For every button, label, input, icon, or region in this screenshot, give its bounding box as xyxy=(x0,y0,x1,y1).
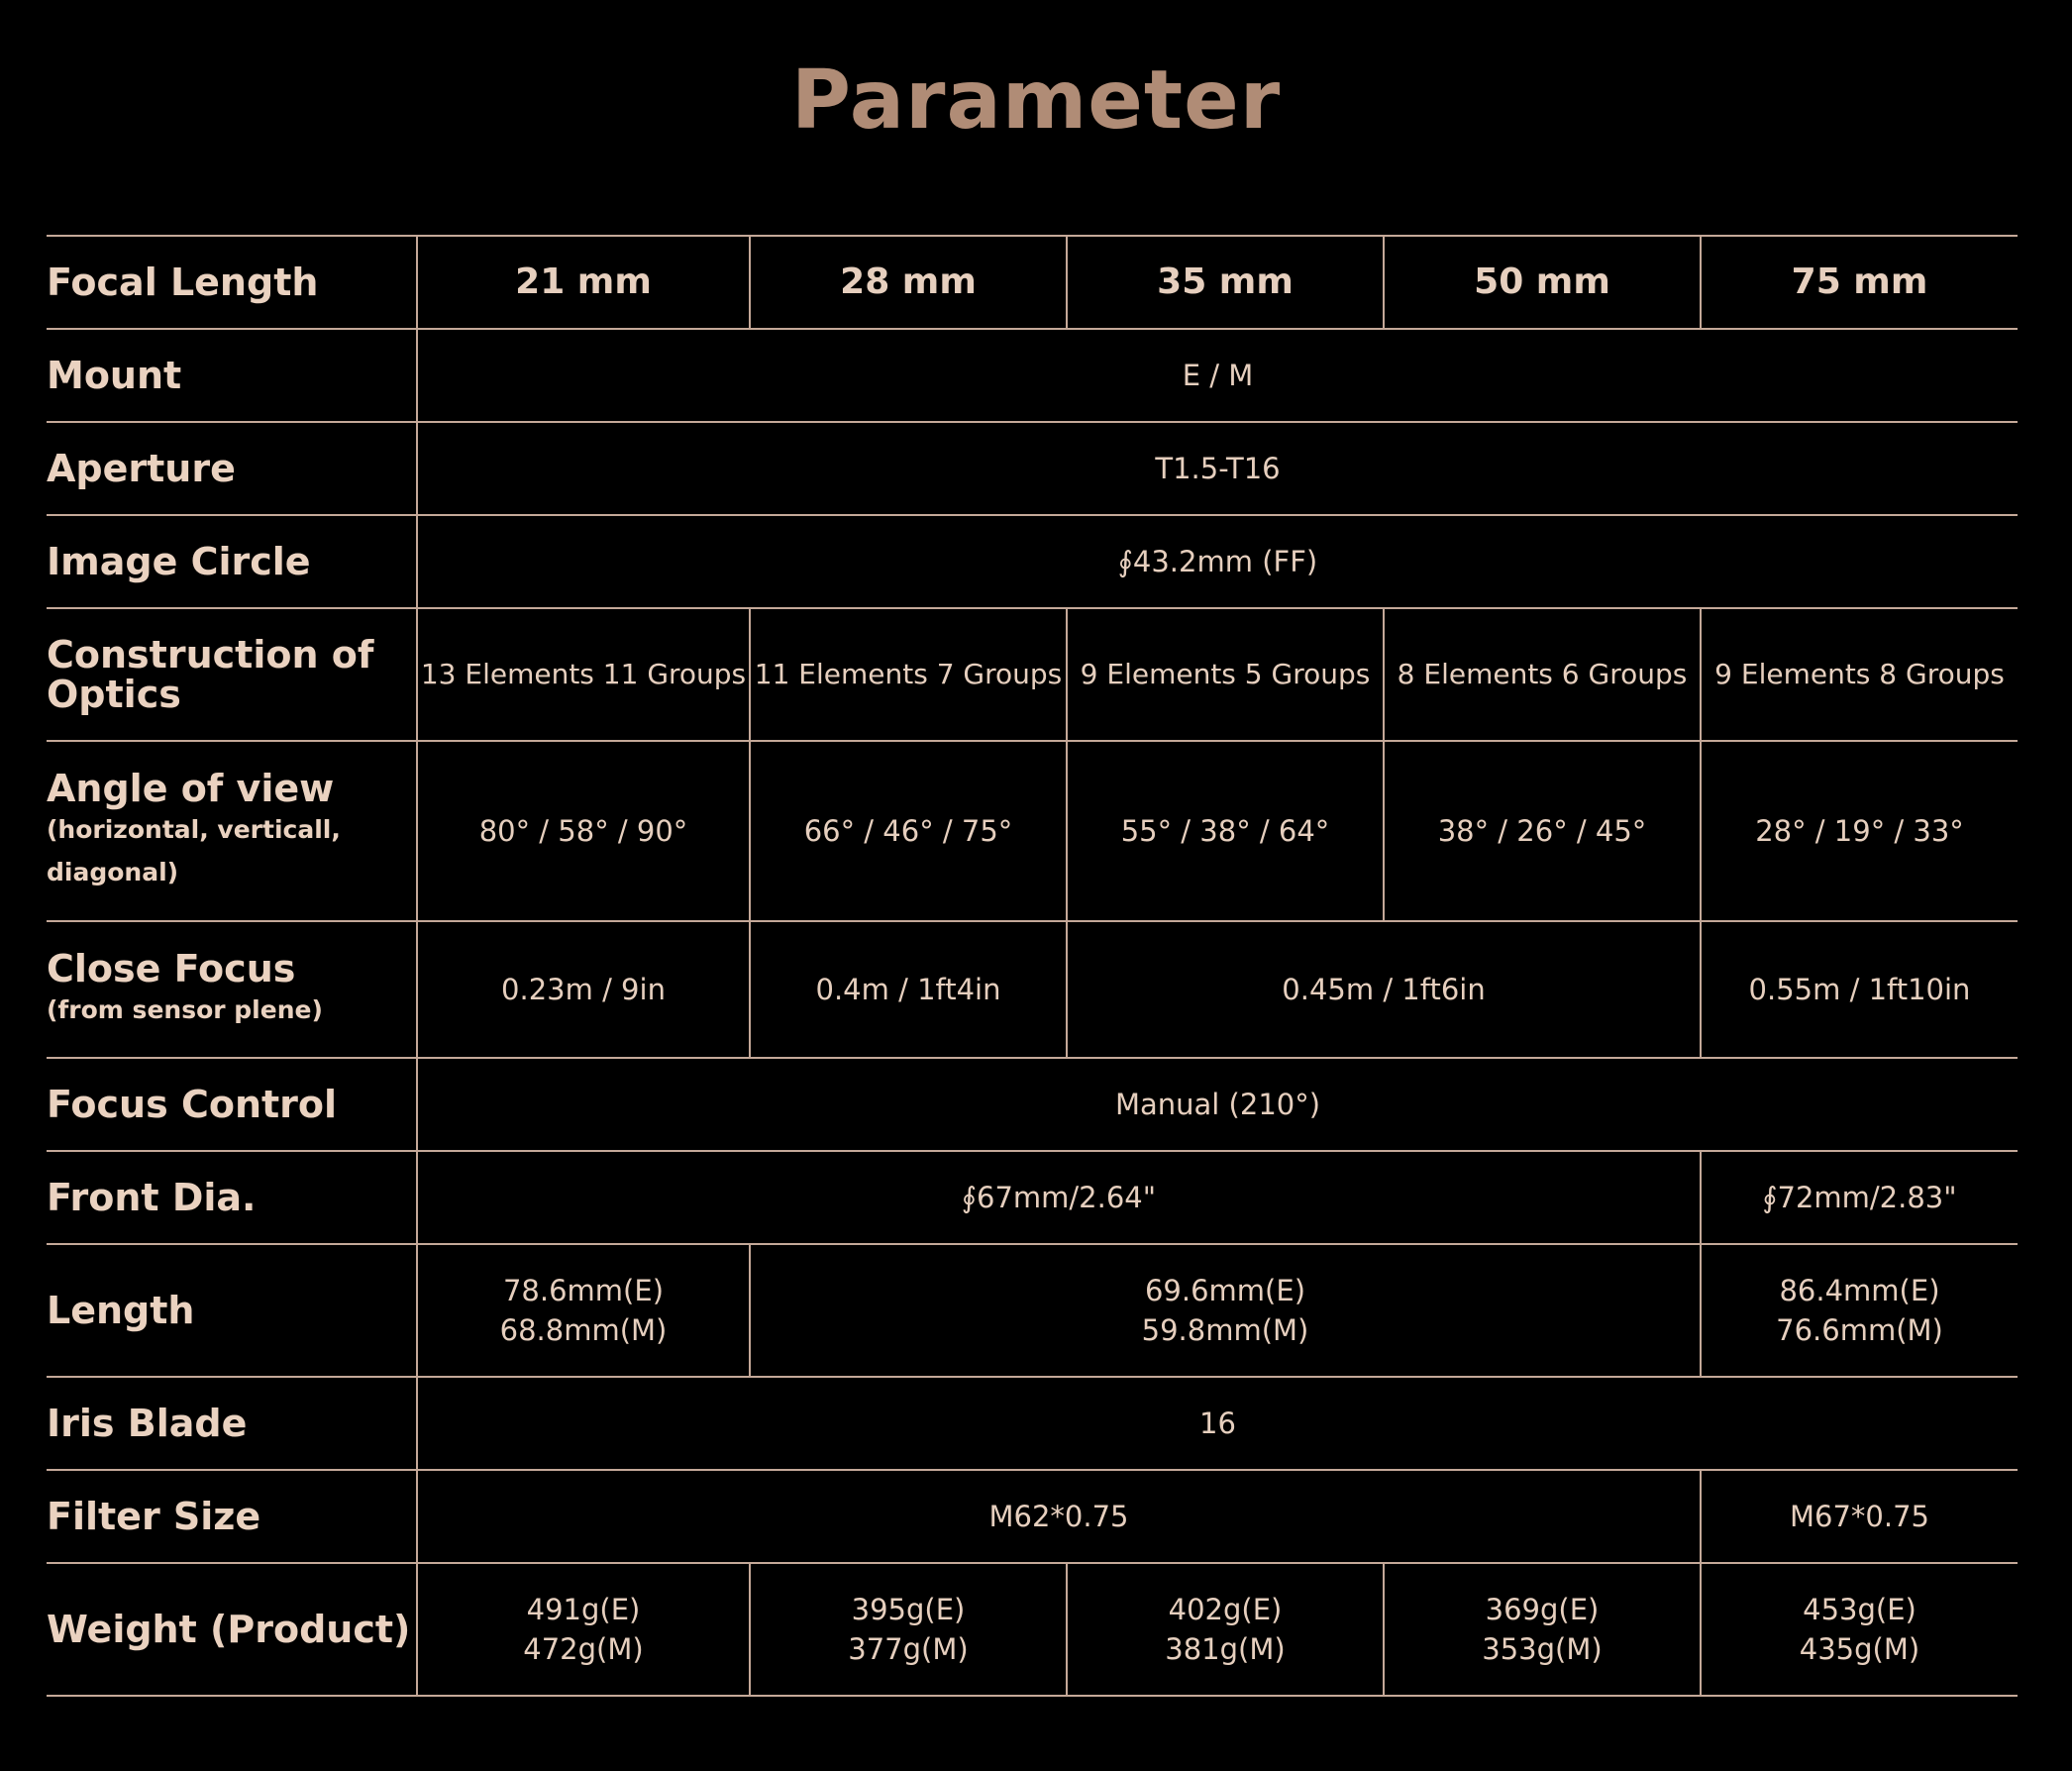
weight-35 xyxy=(1067,1563,1384,1696)
angle-35: 55° / 38° / 64° xyxy=(1067,741,1384,921)
weight-50-e: 369g(E) xyxy=(1485,1593,1600,1626)
weight-35-m: 381g(M) xyxy=(1165,1632,1286,1666)
close-focus-sublabel: (from sensor plene) xyxy=(47,994,323,1024)
weight-75 xyxy=(1701,1563,2018,1696)
close-focus-35-50: 0.45m / 1ft6in xyxy=(1067,921,1701,1058)
row-focus-control xyxy=(47,1058,2018,1151)
construction-21: 13 Elements 11 Groups xyxy=(417,608,750,741)
angle-sublabel-line-2: diagonal) xyxy=(47,858,179,886)
length-75 xyxy=(1701,1244,2018,1377)
weight-50-m: 353g(M) xyxy=(1482,1632,1603,1666)
row-construction xyxy=(47,608,2018,741)
close-focus-28: 0.4m / 1ft4in xyxy=(750,921,1067,1058)
length-28-50-m: 59.8mm(M) xyxy=(1141,1313,1309,1347)
weight-35-e: 402g(E) xyxy=(1168,1593,1283,1626)
length-28-50-e: 69.6mm(E) xyxy=(1144,1274,1306,1307)
row-label-mount: Mount xyxy=(47,329,417,422)
row-label-aperture: Aperture xyxy=(47,422,417,515)
angle-75: 28° / 19° / 33° xyxy=(1701,741,2018,921)
row-label-length: Length xyxy=(47,1244,417,1377)
page-title: Parameter xyxy=(790,53,1282,148)
image-circle-value: ∮43.2mm (FF) xyxy=(417,515,2018,608)
row-label-filter-size: Filter Size xyxy=(47,1470,417,1563)
length-75-m: 76.6mm(M) xyxy=(1776,1313,1943,1347)
aperture-value: T1.5-T16 xyxy=(417,422,2018,515)
row-angle-of-view xyxy=(47,741,2018,921)
row-label-weight: Weight (Product) xyxy=(47,1563,417,1696)
weight-28-e: 395g(E) xyxy=(851,1593,966,1626)
construction-28: 11 Elements 7 Groups xyxy=(750,608,1067,741)
row-filter-size xyxy=(47,1470,2018,1563)
close-focus-75: 0.55m / 1ft10in xyxy=(1701,921,2018,1058)
focus-control-value: Manual (210°) xyxy=(417,1058,2018,1151)
row-weight xyxy=(47,1563,2018,1696)
weight-50 xyxy=(1384,1563,1701,1696)
row-front-dia xyxy=(47,1151,2018,1244)
weight-21 xyxy=(417,1563,750,1696)
row-label-image-circle: Image Circle xyxy=(47,515,417,608)
row-iris-blade xyxy=(47,1377,2018,1470)
weight-21-m: 472g(M) xyxy=(523,1632,644,1666)
angle-50: 38° / 26° / 45° xyxy=(1384,741,1701,921)
row-focal-length xyxy=(47,236,2018,329)
weight-28 xyxy=(750,1563,1067,1696)
length-21-e: 78.6mm(E) xyxy=(502,1274,665,1307)
focal-length-35: 35 mm xyxy=(1067,236,1384,329)
construction-50: 8 Elements 6 Groups xyxy=(1384,608,1701,741)
angle-label: Angle of view xyxy=(47,767,335,810)
row-label-focal-length: Focal Length xyxy=(47,236,417,329)
focal-length-21: 21 mm xyxy=(417,236,750,329)
row-label-angle-of-view xyxy=(47,741,417,921)
construction-label-line-2: Optics xyxy=(47,673,181,716)
construction-label-line-1: Construction of xyxy=(47,633,374,677)
length-28-50 xyxy=(750,1244,1701,1377)
length-21 xyxy=(417,1244,750,1377)
row-aperture xyxy=(47,422,2018,515)
row-label-focus-control: Focus Control xyxy=(47,1058,417,1151)
close-focus-21: 0.23m / 9in xyxy=(417,921,750,1058)
length-75-e: 86.4mm(E) xyxy=(1779,1274,1940,1307)
weight-28-m: 377g(M) xyxy=(848,1632,969,1666)
filter-size-75: M67*0.75 xyxy=(1701,1470,2018,1563)
row-image-circle xyxy=(47,515,2018,608)
row-mount xyxy=(47,329,2018,422)
parameter-table xyxy=(47,235,2018,1697)
focal-length-28: 28 mm xyxy=(750,236,1067,329)
angle-21: 80° / 58° / 90° xyxy=(417,741,750,921)
weight-75-m: 435g(M) xyxy=(1799,1632,1920,1666)
construction-75: 9 Elements 8 Groups xyxy=(1701,608,2018,741)
construction-35: 9 Elements 5 Groups xyxy=(1067,608,1384,741)
focal-length-50: 50 mm xyxy=(1384,236,1701,329)
row-close-focus xyxy=(47,921,2018,1058)
weight-75-e: 453g(E) xyxy=(1803,1593,1917,1626)
row-label-close-focus xyxy=(47,921,417,1058)
close-focus-label: Close Focus xyxy=(47,946,296,990)
row-label-iris-blade: Iris Blade xyxy=(47,1377,417,1470)
front-dia-21-50: ∮67mm/2.64" xyxy=(417,1151,1701,1244)
mount-value: E / M xyxy=(417,329,2018,422)
focal-length-75: 75 mm xyxy=(1701,236,2018,329)
filter-size-21-50: M62*0.75 xyxy=(417,1470,1701,1563)
angle-28: 66° / 46° / 75° xyxy=(750,741,1067,921)
row-length xyxy=(47,1244,2018,1377)
front-dia-75: ∮72mm/2.83" xyxy=(1701,1151,2018,1244)
length-21-m: 68.8mm(M) xyxy=(499,1313,668,1347)
row-label-construction xyxy=(47,608,417,741)
iris-blade-value: 16 xyxy=(417,1377,2018,1470)
row-label-front-dia: Front Dia. xyxy=(47,1151,417,1244)
angle-sublabel-line-1: (horizontal, verticall, xyxy=(47,815,341,844)
weight-21-e: 491g(E) xyxy=(526,1593,641,1626)
